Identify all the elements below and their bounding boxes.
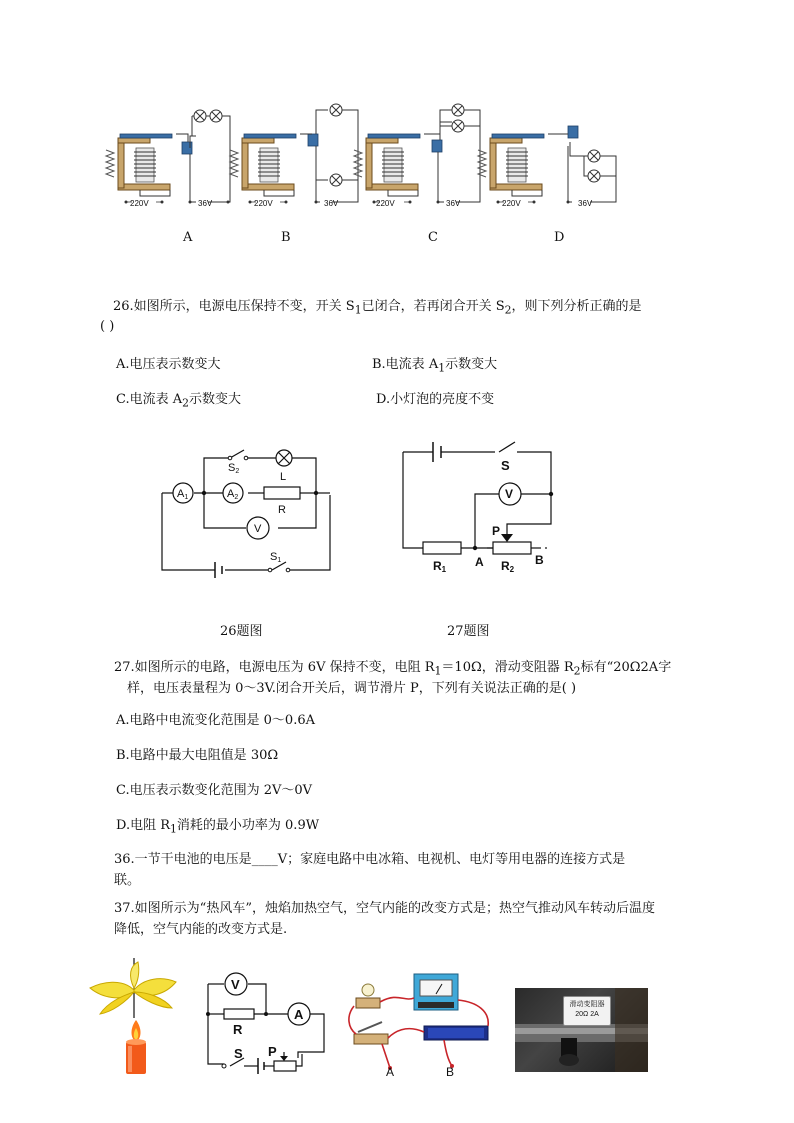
svg-text:B: B	[446, 1065, 455, 1077]
fig27-r2-resistor	[493, 542, 531, 554]
q36-text-post: V；家庭电路中电冰箱、电视机、电灯等用电器的连接方式是	[277, 852, 626, 867]
svg-text:220V: 220V	[502, 199, 521, 208]
svg-text:V: V	[254, 523, 262, 535]
svg-text:R2: R2	[501, 559, 515, 574]
hot-wind-car-figure	[82, 958, 182, 1078]
rheostat-label-spec: 20Ω 2A	[575, 1011, 599, 1018]
relay-label-b: B	[281, 230, 291, 245]
q26-stem: 26.如图所示，电源电压保持不变，开关 $S_1$已闭合，若再闭合开关 $S_2$，则下列分析正确的是	[113, 299, 642, 317]
q26-option-d: D.小灯泡的亮度不变	[376, 392, 495, 407]
svg-text:R: R	[233, 1022, 243, 1037]
q27-option-c: C.电压表示数变化范围为 2V～0V	[116, 783, 313, 798]
svg-text:S: S	[501, 458, 510, 473]
fig26-circuit	[150, 440, 340, 580]
relay-figure-d	[478, 126, 616, 208]
svg-text:220V: 220V	[130, 199, 149, 208]
rheostat-label-name: 滑动变阻器	[569, 1001, 605, 1008]
fig27-caption: 27题图	[447, 624, 490, 639]
svg-text:A: A	[475, 555, 484, 569]
svg-text:S2: S2	[228, 462, 240, 475]
bottom-rheostat	[274, 1061, 296, 1071]
q26-option-c: C.电流表 $A_2$示数变大	[116, 392, 242, 410]
fig26-caption: 26题图	[220, 624, 263, 639]
svg-text:R: R	[278, 504, 286, 516]
q36-line1	[114, 849, 625, 870]
svg-text:A: A	[386, 1065, 395, 1077]
q27-option-b: B.电路中最大电阻值是 30Ω	[116, 748, 279, 763]
svg-text:36V: 36V	[578, 199, 593, 208]
relay-figure-c	[354, 104, 480, 208]
q36-text-pre: 36.一节干电池的电压是	[114, 852, 252, 867]
q26-option-a: A.电压表示数变大	[116, 357, 221, 372]
q27-option-a: A.电路中电流变化范围是 0～0.6A	[116, 713, 315, 728]
q27-option-d: D.电阻 $R_1$消耗的最小功率为 0.9W	[116, 818, 320, 836]
svg-text:A1: A1	[177, 488, 189, 501]
q36-line2: 联。	[114, 873, 141, 888]
bottom-circuit	[200, 970, 335, 1080]
q26-option-b: B.电流表 $A_1$示数变大	[372, 357, 498, 375]
svg-text:S: S	[234, 1046, 243, 1061]
relay-figures	[100, 96, 640, 216]
svg-text:V: V	[505, 487, 514, 501]
q36-blank: ____	[251, 852, 278, 867]
svg-text:220V: 220V	[376, 199, 395, 208]
svg-text:A2: A2	[227, 488, 239, 501]
svg-text:V: V	[231, 977, 240, 992]
fig27-circuit	[395, 430, 565, 575]
rheostat-label-plate	[563, 996, 611, 1026]
fig27-r1-resistor	[423, 542, 461, 554]
relay-label-c: C	[428, 230, 438, 245]
q27-stem-line1: 27.如图所示的电路，电源电压为 6V 保持不变，电阻 $R_1=10\Omega$，滑动变阻器 $R_2$标有“20Ω2A字	[114, 660, 672, 678]
svg-text:P: P	[492, 524, 501, 538]
svg-text:A: A	[294, 1007, 304, 1022]
q37-line1: 37.如图所示为“热风车”，烛焰加热空气，空气内能的改变方式是；热空气推动风车转动后温度	[114, 901, 655, 916]
svg-text:B: B	[535, 553, 544, 567]
relay-label-d: D	[554, 230, 565, 245]
relay-label-a: A	[183, 230, 193, 245]
relay-figure-a	[106, 110, 230, 208]
bottom-resistor	[224, 1009, 254, 1019]
svg-text:R1: R1	[433, 559, 447, 574]
svg-text:220V: 220V	[254, 199, 273, 208]
q26-paren: ( )	[100, 319, 115, 334]
bottom-apparatus-photo	[348, 972, 498, 1077]
svg-text:P: P	[268, 1044, 277, 1059]
svg-text:S1: S1	[270, 551, 282, 564]
svg-text:L: L	[280, 471, 287, 483]
fig26-resistor	[264, 487, 300, 499]
relay-figure-b	[230, 104, 358, 208]
q27-stem-line2: 样，电压表量程为 0～3V.闭合开关后，调节滑片 P，下列有关说法正确的是( )	[127, 681, 577, 696]
svg-text:36V: 36V	[198, 199, 213, 208]
rheostat-photo	[515, 988, 648, 1072]
svg-text:36V: 36V	[324, 199, 339, 208]
q37-line2: 降低，空气内能的改变方式是.	[114, 922, 288, 937]
svg-text:36V: 36V	[446, 199, 461, 208]
